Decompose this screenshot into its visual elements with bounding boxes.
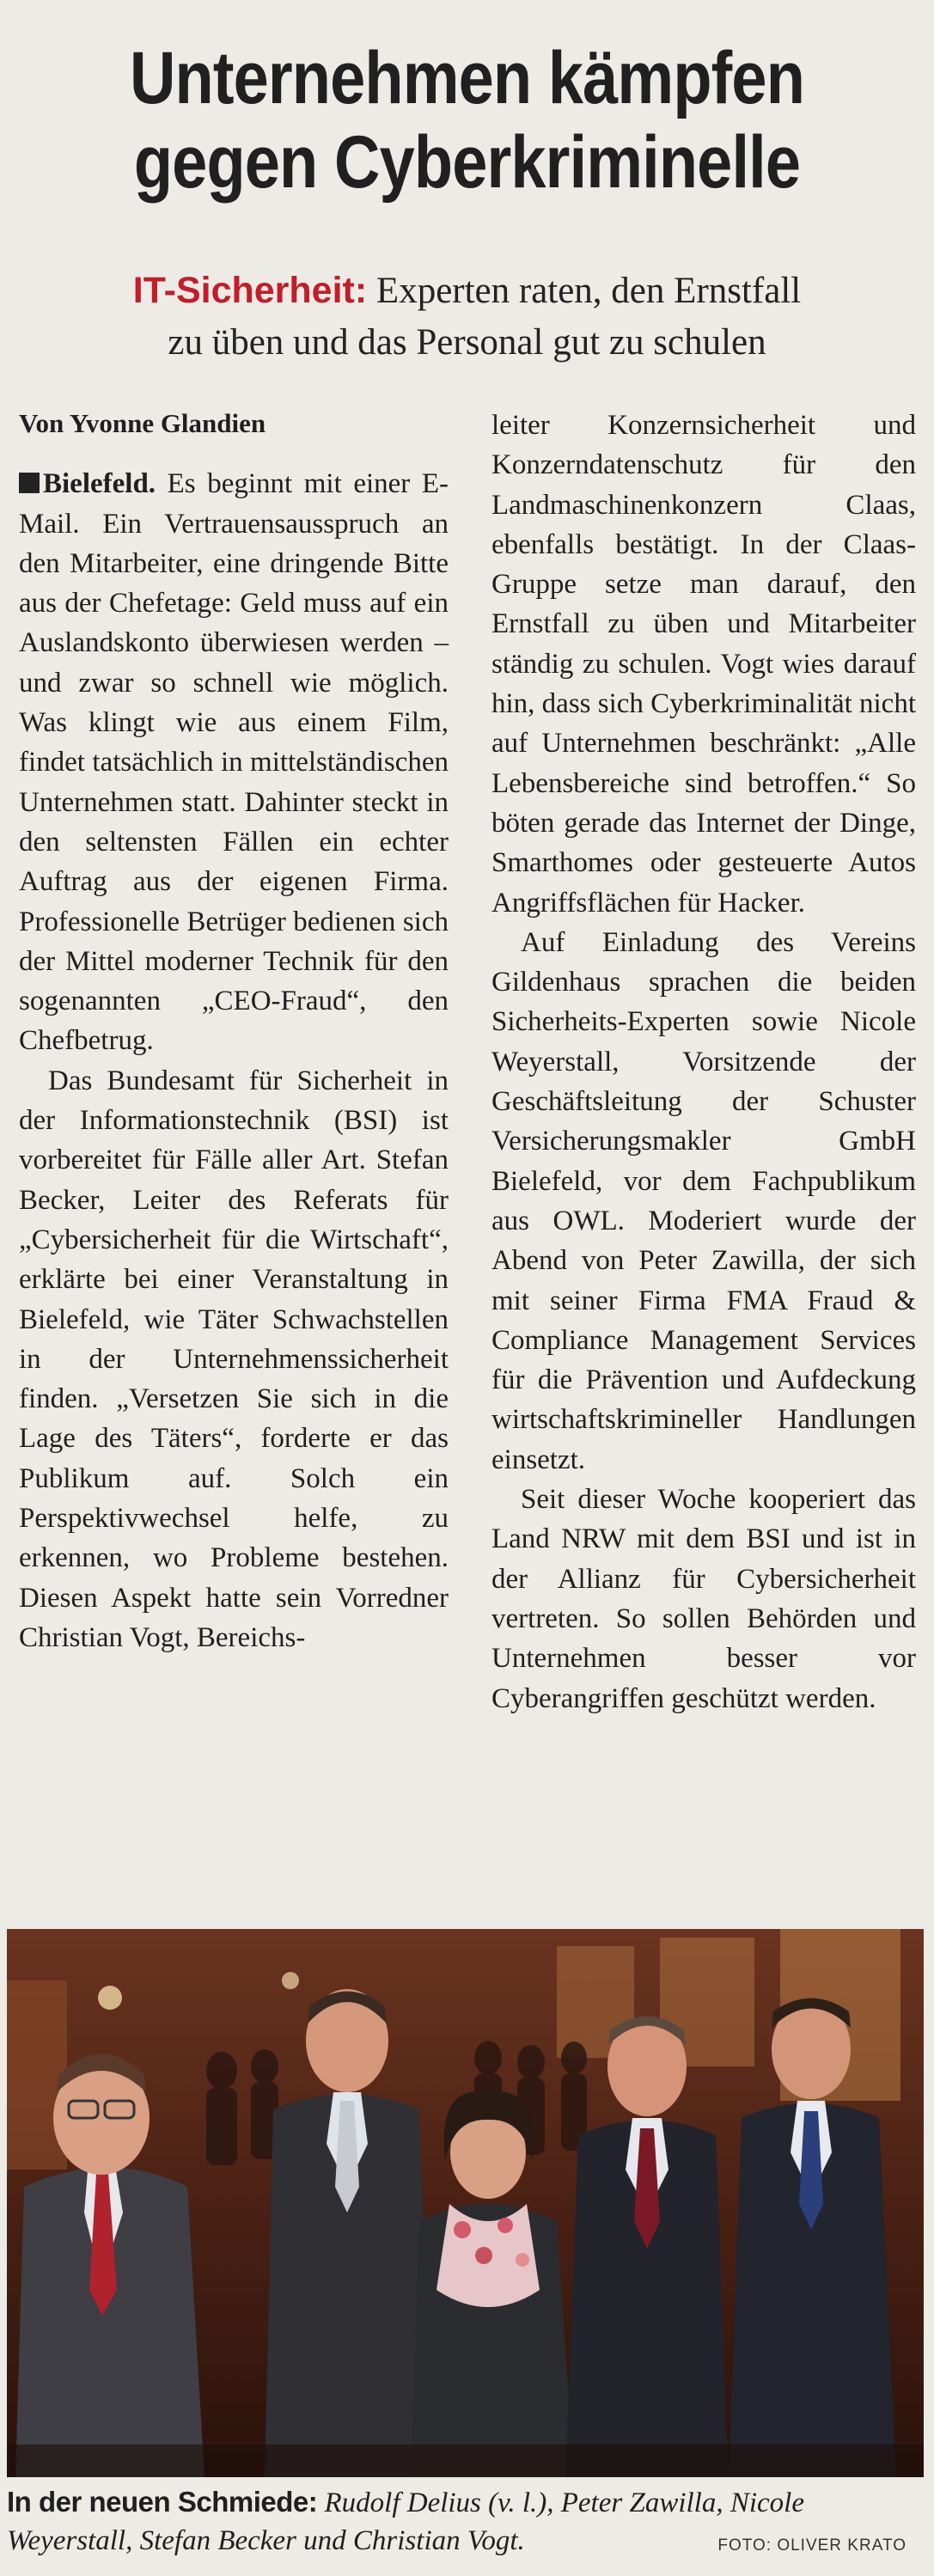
headline-line-2: gegen Cyberkriminelle: [133, 121, 801, 204]
subheadline: [0, 265, 934, 369]
paragraph-1: [19, 464, 449, 1060]
photo-credit: FOTO: OLIVER KRATO: [717, 2536, 907, 2555]
subhead-part-2: zu üben und das Personal gut zu schulen: [168, 322, 766, 363]
group-photo: [7, 1929, 924, 2477]
group-photo-illustration: [7, 1929, 924, 2477]
headline-line-1: Unternehmen kämpfen: [129, 37, 805, 119]
paragraph-1-text: Es beginnt mit einer E-Mail. Ein Vertrauensausspruch an den Mitarbeiter, eine dringende Bitte aus der Chefetage: Geld muss auf ein Auslandskonto überwiesen werden – und zwar so schnell wie möglich. Was klingt wie aus einem Film, findet tatsächlich in mittelständischen Unternehmen statt. Dahinter steckt in den seltensten Fällen ein echter Auftrag aus der eigenen Firma. Professionelle Betrüger bedienen sich der Mittel moderner Technik für den sogenannten „CEO-Fraud“, den Chefbetrug.: [19, 468, 449, 1057]
caption-text: Rudolf Delius (v. l.), Peter Zawilla, Nicole Weyerstall, Stefan Becker und Christian Vogt.: [7, 2487, 804, 2556]
subhead-part-1: Experten raten, den Ernstfall: [367, 271, 802, 311]
lead-square-icon: [19, 473, 40, 493]
text-column-right: [491, 406, 916, 1718]
paragraph-4: Auf Einladung des Vereins Gildenhaus sprachen die beiden Sicherheits-Experten sowie Nicole Weyerstall, Vorsitzende der Geschäftsleitung der Schuster Versicherungsmakler GmbH Bielefeld, vor dem Fachpublikum aus OWL. Moderiert wurde der Abend von Peter Zawilla, der sich mit seiner Firma FMA Fraud & Compliance Management Services für die Prävention und Aufdeckung wirtschaftskrimineller Handlungen einsetzt.: [491, 926, 916, 1475]
kicker: IT-Sicherheit:: [132, 270, 368, 311]
paragraph-5: Seit dieser Woche kooperiert das Land NRW mit dem BSI und ist in der Allianz für Cybersicherheit vertreten. So sollen Behörden und Unternehmen besser vor Cyberangriffen geschützt werden.: [491, 1484, 916, 1714]
byline: Von Yvonne Glandien: [19, 408, 266, 438]
headline: [65, 36, 869, 204]
text-column-left: [19, 404, 449, 1657]
paragraph-2: Das Bundesamt für Sicherheit in der Informationstechnik (BSI) ist vorbereitet für Fälle aller Art. Stefan Becker, Leiter des Referats für „Cybersicherheit für die Wirtschaft“, erklärte bei einer Veranstaltung in Bielefeld, wie Täter Schwachstellen in der Unternehmenssicherheit finden. „Versetzen Sie sich in die Lage des Täters“, forderte er das Publikum auf. Solch ein Perspektivwechsel helfe, zu erkennen, wo Probleme bestehen. Diesen Aspekt hatte sein Vorredner Christian Vogt, Bereichs-: [19, 1065, 449, 1653]
caption-lead: In der neuen Schmiede:: [7, 2486, 318, 2518]
paragraph-3: leiter Konzernsicherheit und Konzerndatenschutz für den Landmaschinenkonzern Claas, ebenfalls bestätigt. In der Claas-Gruppe setze man darauf, den Ernstfall zu üben und Mitarbeiter ständig zu schulen. Vogt wies darauf hin, dass sich Cyberkriminalität nicht auf Unternehmen beschränkt: „Alle Lebensbereiche sind betroffen.“ So böten gerade das Internet der Dinge, Smarthomes oder gesteuerte Autos Angriffsflächen für Hacker.: [491, 410, 917, 919]
dateline-place: Bielefeld.: [43, 468, 156, 500]
